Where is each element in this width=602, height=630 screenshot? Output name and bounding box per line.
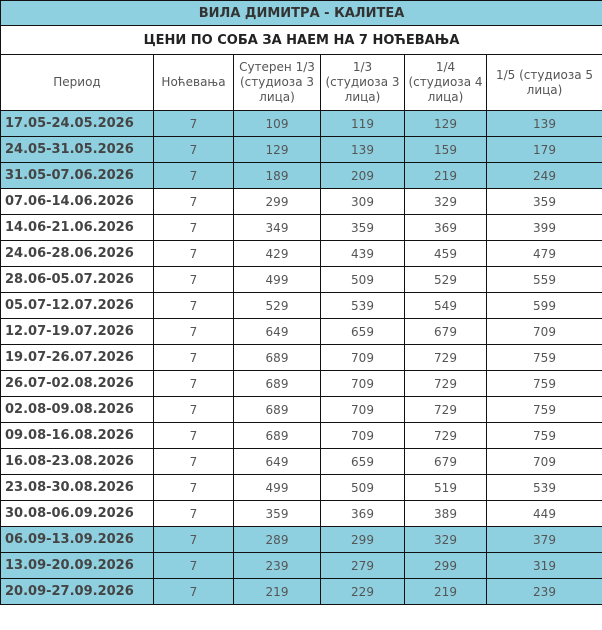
price-studio-5-cell: 139 bbox=[487, 111, 602, 137]
table-row bbox=[1, 449, 602, 475]
period-cell: 28.06-05.07.2026 bbox=[1, 267, 154, 293]
period-cell: 12.07-19.07.2026 bbox=[1, 319, 154, 345]
price-studio-3-cell: 539 bbox=[321, 293, 405, 319]
price-basement-studio-3-cell: 129 bbox=[234, 137, 321, 163]
nights-cell: 7 bbox=[154, 397, 234, 423]
header-studio-5: 1/5 (студиоза 5 лица) bbox=[487, 55, 602, 111]
table-row bbox=[1, 319, 602, 345]
price-studio-4-cell: 549 bbox=[405, 293, 487, 319]
header-basement-studio-3: Сутерен 1/3 (студиоза 3 лица) bbox=[234, 55, 321, 111]
price-studio-3-cell: 359 bbox=[321, 215, 405, 241]
table-row bbox=[1, 501, 602, 527]
nights-cell: 7 bbox=[154, 423, 234, 449]
price-basement-studio-3-cell: 689 bbox=[234, 423, 321, 449]
price-basement-studio-3-cell: 649 bbox=[234, 449, 321, 475]
price-studio-3-cell: 509 bbox=[321, 267, 405, 293]
price-studio-5-cell: 759 bbox=[487, 397, 602, 423]
price-studio-4-cell: 679 bbox=[405, 449, 487, 475]
nights-cell: 7 bbox=[154, 553, 234, 579]
price-studio-4-cell: 329 bbox=[405, 189, 487, 215]
price-studio-4-cell: 219 bbox=[405, 579, 487, 605]
table-row bbox=[1, 241, 602, 267]
price-studio-5-cell: 179 bbox=[487, 137, 602, 163]
price-basement-studio-3-cell: 649 bbox=[234, 319, 321, 345]
nights-cell: 7 bbox=[154, 345, 234, 371]
price-basement-studio-3-cell: 239 bbox=[234, 553, 321, 579]
period-cell: 26.07-02.08.2026 bbox=[1, 371, 154, 397]
price-basement-studio-3-cell: 299 bbox=[234, 189, 321, 215]
price-studio-4-cell: 329 bbox=[405, 527, 487, 553]
period-cell: 20.09-27.09.2026 bbox=[1, 579, 154, 605]
nights-cell: 7 bbox=[154, 371, 234, 397]
nights-cell: 7 bbox=[154, 241, 234, 267]
table-row bbox=[1, 475, 602, 501]
price-studio-3-cell: 369 bbox=[321, 501, 405, 527]
price-studio-3-cell: 709 bbox=[321, 397, 405, 423]
price-basement-studio-3-cell: 109 bbox=[234, 111, 321, 137]
price-studio-3-cell: 709 bbox=[321, 371, 405, 397]
price-studio-5-cell: 449 bbox=[487, 501, 602, 527]
nights-cell: 7 bbox=[154, 137, 234, 163]
price-studio-4-cell: 459 bbox=[405, 241, 487, 267]
header-studio-4: 1/4 (студиоза 4 лица) bbox=[405, 55, 487, 111]
table-row bbox=[1, 215, 602, 241]
nights-cell: 7 bbox=[154, 501, 234, 527]
table-row bbox=[1, 423, 602, 449]
table-row bbox=[1, 553, 602, 579]
title-row bbox=[1, 1, 602, 26]
price-studio-4-cell: 519 bbox=[405, 475, 487, 501]
table-row bbox=[1, 267, 602, 293]
villa-title: ВИЛА ДИМИТРА - КАЛИТЕА bbox=[1, 1, 602, 26]
table-subtitle: ЦЕНИ ПО СОБА ЗА НАЕМ НА 7 НОЋЕВАЊА bbox=[1, 26, 602, 55]
price-studio-5-cell: 599 bbox=[487, 293, 602, 319]
price-basement-studio-3-cell: 429 bbox=[234, 241, 321, 267]
table-row bbox=[1, 371, 602, 397]
price-studio-5-cell: 709 bbox=[487, 449, 602, 475]
price-studio-5-cell: 539 bbox=[487, 475, 602, 501]
price-studio-4-cell: 729 bbox=[405, 397, 487, 423]
price-studio-4-cell: 219 bbox=[405, 163, 487, 189]
price-basement-studio-3-cell: 689 bbox=[234, 371, 321, 397]
price-studio-5-cell: 759 bbox=[487, 345, 602, 371]
price-basement-studio-3-cell: 529 bbox=[234, 293, 321, 319]
table-row bbox=[1, 345, 602, 371]
nights-cell: 7 bbox=[154, 163, 234, 189]
table-row bbox=[1, 111, 602, 137]
price-studio-4-cell: 679 bbox=[405, 319, 487, 345]
price-studio-4-cell: 129 bbox=[405, 111, 487, 137]
period-cell: 06.09-13.09.2026 bbox=[1, 527, 154, 553]
period-cell: 24.06-28.06.2026 bbox=[1, 241, 154, 267]
price-studio-3-cell: 439 bbox=[321, 241, 405, 267]
price-studio-5-cell: 479 bbox=[487, 241, 602, 267]
price-basement-studio-3-cell: 359 bbox=[234, 501, 321, 527]
table-row bbox=[1, 579, 602, 605]
period-cell: 14.06-21.06.2026 bbox=[1, 215, 154, 241]
nights-cell: 7 bbox=[154, 189, 234, 215]
price-studio-3-cell: 119 bbox=[321, 111, 405, 137]
price-studio-3-cell: 139 bbox=[321, 137, 405, 163]
price-studio-5-cell: 379 bbox=[487, 527, 602, 553]
period-cell: 16.08-23.08.2026 bbox=[1, 449, 154, 475]
table-row bbox=[1, 397, 602, 423]
nights-cell: 7 bbox=[154, 111, 234, 137]
period-cell: 19.07-26.07.2026 bbox=[1, 345, 154, 371]
period-cell: 02.08-09.08.2026 bbox=[1, 397, 154, 423]
price-studio-3-cell: 229 bbox=[321, 579, 405, 605]
price-studio-5-cell: 319 bbox=[487, 553, 602, 579]
price-studio-3-cell: 509 bbox=[321, 475, 405, 501]
nights-cell: 7 bbox=[154, 319, 234, 345]
price-studio-3-cell: 209 bbox=[321, 163, 405, 189]
price-studio-4-cell: 529 bbox=[405, 267, 487, 293]
nights-cell: 7 bbox=[154, 215, 234, 241]
subtitle-row bbox=[1, 26, 602, 55]
price-basement-studio-3-cell: 289 bbox=[234, 527, 321, 553]
period-cell: 13.09-20.09.2026 bbox=[1, 553, 154, 579]
price-studio-3-cell: 279 bbox=[321, 553, 405, 579]
header-nights: Ноћевања bbox=[154, 55, 234, 111]
price-studio-3-cell: 659 bbox=[321, 319, 405, 345]
price-basement-studio-3-cell: 499 bbox=[234, 267, 321, 293]
price-studio-3-cell: 659 bbox=[321, 449, 405, 475]
period-cell: 30.08-06.09.2026 bbox=[1, 501, 154, 527]
nights-cell: 7 bbox=[154, 293, 234, 319]
price-basement-studio-3-cell: 189 bbox=[234, 163, 321, 189]
nights-cell: 7 bbox=[154, 527, 234, 553]
nights-cell: 7 bbox=[154, 475, 234, 501]
price-studio-4-cell: 729 bbox=[405, 345, 487, 371]
period-cell: 23.08-30.08.2026 bbox=[1, 475, 154, 501]
price-studio-3-cell: 709 bbox=[321, 345, 405, 371]
period-cell: 31.05-07.06.2026 bbox=[1, 163, 154, 189]
price-studio-5-cell: 709 bbox=[487, 319, 602, 345]
table-row bbox=[1, 293, 602, 319]
price-studio-5-cell: 249 bbox=[487, 163, 602, 189]
nights-cell: 7 bbox=[154, 267, 234, 293]
price-basement-studio-3-cell: 219 bbox=[234, 579, 321, 605]
header-period: Период bbox=[1, 55, 154, 111]
price-studio-4-cell: 389 bbox=[405, 501, 487, 527]
price-studio-5-cell: 759 bbox=[487, 423, 602, 449]
nights-cell: 7 bbox=[154, 449, 234, 475]
price-studio-3-cell: 299 bbox=[321, 527, 405, 553]
price-studio-3-cell: 709 bbox=[321, 423, 405, 449]
price-basement-studio-3-cell: 689 bbox=[234, 397, 321, 423]
period-cell: 05.07-12.07.2026 bbox=[1, 293, 154, 319]
period-cell: 09.08-16.08.2026 bbox=[1, 423, 154, 449]
table-row bbox=[1, 189, 602, 215]
price-studio-4-cell: 729 bbox=[405, 371, 487, 397]
period-cell: 17.05-24.05.2026 bbox=[1, 111, 154, 137]
header-row bbox=[1, 55, 602, 111]
price-basement-studio-3-cell: 499 bbox=[234, 475, 321, 501]
price-studio-5-cell: 759 bbox=[487, 371, 602, 397]
table-row bbox=[1, 137, 602, 163]
price-basement-studio-3-cell: 349 bbox=[234, 215, 321, 241]
price-studio-4-cell: 159 bbox=[405, 137, 487, 163]
price-studio-4-cell: 729 bbox=[405, 423, 487, 449]
nights-cell: 7 bbox=[154, 579, 234, 605]
price-basement-studio-3-cell: 689 bbox=[234, 345, 321, 371]
price-studio-3-cell: 309 bbox=[321, 189, 405, 215]
price-studio-5-cell: 239 bbox=[487, 579, 602, 605]
price-studio-4-cell: 369 bbox=[405, 215, 487, 241]
price-studio-5-cell: 399 bbox=[487, 215, 602, 241]
period-cell: 24.05-31.05.2026 bbox=[1, 137, 154, 163]
price-studio-5-cell: 559 bbox=[487, 267, 602, 293]
header-studio-3: 1/3 (студиоза 3 лица) bbox=[321, 55, 405, 111]
price-studio-5-cell: 359 bbox=[487, 189, 602, 215]
table-row bbox=[1, 163, 602, 189]
table-row bbox=[1, 527, 602, 553]
period-cell: 07.06-14.06.2026 bbox=[1, 189, 154, 215]
price-studio-4-cell: 299 bbox=[405, 553, 487, 579]
